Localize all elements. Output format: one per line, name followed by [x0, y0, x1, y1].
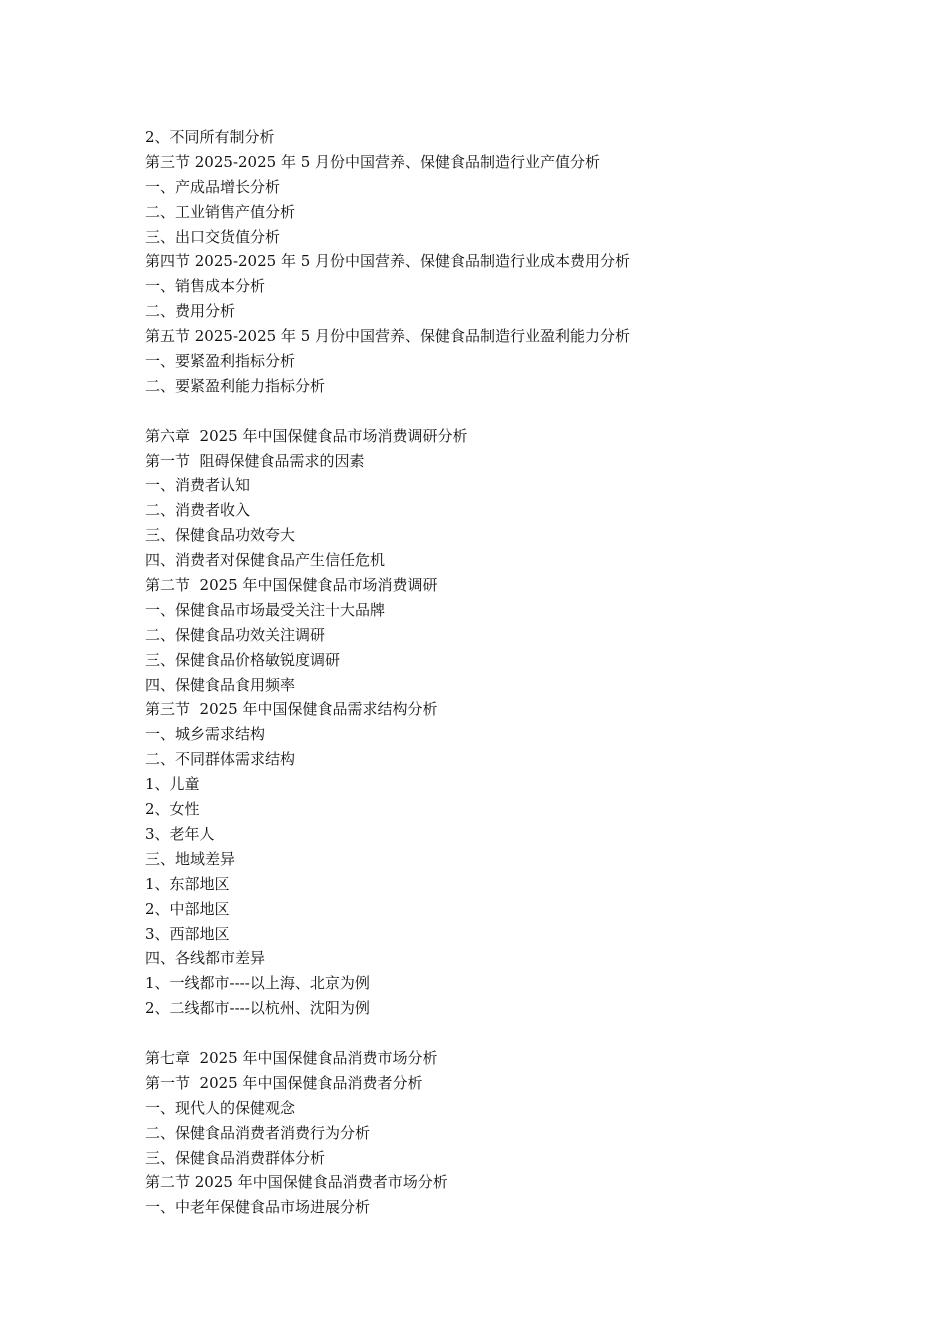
toc-line: 二、费用分析 — [145, 302, 236, 321]
toc-line: 2、女性 — [145, 800, 200, 819]
section-heading: 第二节 2025 年中国保健食品消费者市场分析 — [145, 1173, 448, 1192]
toc-line: 3、西部地区 — [145, 924, 230, 943]
toc-line: 1、东部地区 — [145, 874, 230, 893]
toc-line: 1、一线都市----以上海、北京为例 — [145, 974, 370, 993]
toc-line: 四、保健食品食用频率 — [145, 675, 296, 694]
toc-line: 二、工业销售产值分析 — [145, 202, 296, 221]
toc-line: 一、产成品增长分析 — [145, 177, 281, 196]
section-heading: 第一节 2025 年中国保健食品消费者分析 — [145, 1073, 423, 1092]
toc-line: 2、不同所有制分析 — [145, 128, 275, 146]
toc-line: 三、出口交货值分析 — [145, 227, 281, 246]
chapter-heading: 第七章 2025 年中国保健食品消费市场分析 — [145, 1048, 438, 1067]
toc-line: 三、保健食品消费群体分析 — [145, 1148, 326, 1167]
toc-line: 一、要紧盈利指标分析 — [145, 352, 296, 371]
toc-line: 二、保健食品功效关注调研 — [145, 625, 326, 644]
blank-line — [145, 1021, 865, 1046]
toc-line: 一、消费者认知 — [145, 476, 251, 495]
toc-line: 三、保健食品功效夸大 — [145, 526, 296, 545]
toc-line: 一、销售成本分析 — [145, 277, 266, 296]
toc-line: 三、保健食品价格敏锐度调研 — [145, 650, 341, 669]
toc-line: 一、保健食品市场最受关注十大品牌 — [145, 600, 386, 619]
section-heading: 第四节 2025-2025 年 5 月份中国营养、保健食品制造行业成本费用分析 — [145, 252, 631, 271]
toc-line: 二、不同群体需求结构 — [145, 750, 296, 769]
toc-line: 2、中部地区 — [145, 899, 230, 918]
toc-line: 三、地域差异 — [145, 849, 236, 868]
toc-line: 四、各线都市差异 — [145, 949, 266, 968]
toc-line: 2、二线都市----以杭州、沈阳为例 — [145, 999, 370, 1018]
chapter-heading: 第六章 2025 年中国保健食品市场消费调研分析 — [145, 426, 468, 445]
section-heading: 第一节 阻碍保健食品需求的因素 — [145, 451, 365, 470]
toc-line: 3、老年人 — [145, 824, 215, 843]
blank-line — [145, 399, 865, 424]
section-heading: 第五节 2025-2025 年 5 月份中国营养、保健食品制造行业盈利能力分析 — [145, 327, 631, 346]
section-heading: 第三节 2025-2025 年 5 月份中国营养、保健食品制造行业产值分析 — [145, 152, 601, 171]
toc-line: 一、现代人的保健观念 — [145, 1098, 296, 1117]
section-heading: 第二节 2025 年中国保健食品市场消费调研 — [145, 576, 438, 595]
document-page — [145, 125, 865, 1220]
toc-line: 1、儿童 — [145, 775, 200, 794]
toc-line: 二、要紧盈利能力指标分析 — [145, 376, 326, 395]
toc-line: 四、消费者对保健食品产生信任危机 — [145, 551, 386, 570]
toc-line: 二、保健食品消费者消费行为分析 — [145, 1123, 371, 1142]
toc-line: 二、消费者收入 — [145, 501, 251, 520]
toc-line: 一、中老年保健食品市场进展分析 — [145, 1198, 371, 1217]
toc-line: 一、城乡需求结构 — [145, 725, 266, 744]
section-heading: 第三节 2025 年中国保健食品需求结构分析 — [145, 700, 438, 719]
